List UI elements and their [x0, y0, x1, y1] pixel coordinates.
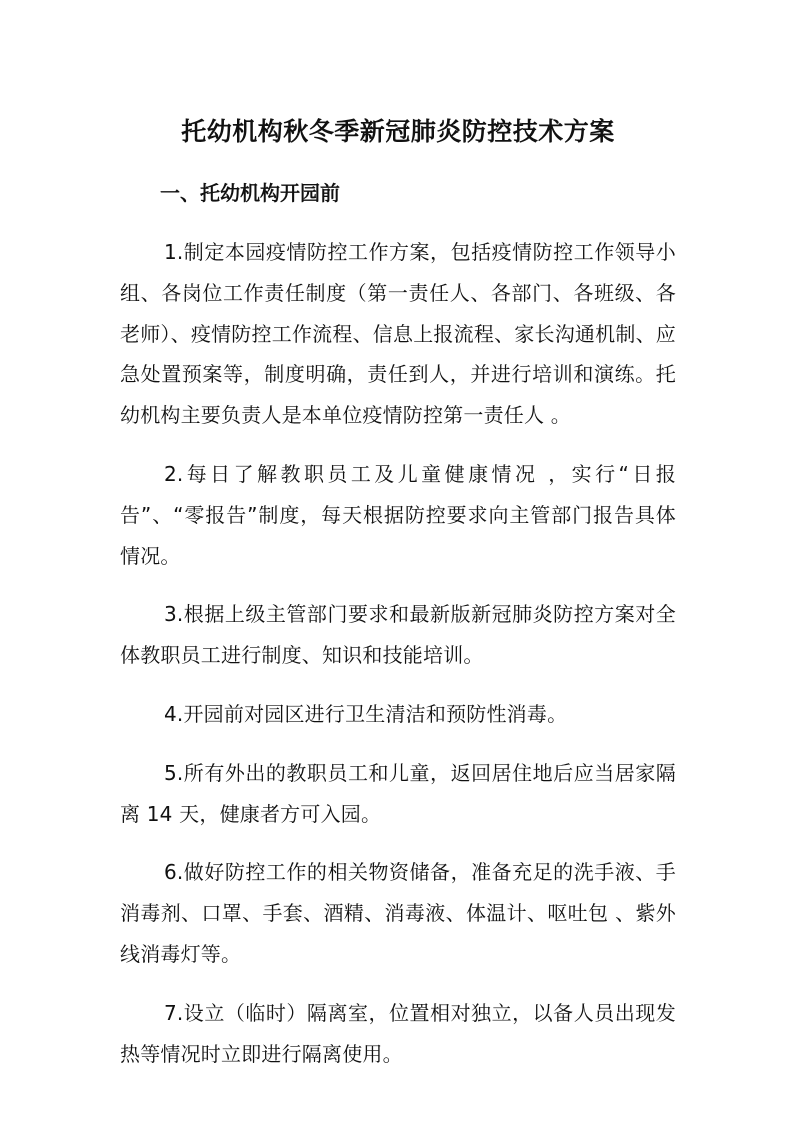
paragraph-5: 5.所有外出的教职员工和儿童，返回居住地后应当居家隔离 14 天，健康者方可入园。 [120, 760, 676, 826]
section-heading: 一、托幼机构开园前 [160, 181, 340, 205]
document-page [120, 112, 676, 1074]
paragraph-1: 1.制定本园疫情防控工作方案，包括疫情防控工作领导小组、各岗位工作责任制度（第一责任人、各部门、各班级、各老师）、疫情防控工作流程、信息上报流程、家长沟通机制、应急处置预案等，制度明确，责任到人，并进行培训和演练。托幼机构主要负责人是本单位疫情防控第一责任人 。 [120, 240, 676, 428]
paragraph-2: 2.每日了解教职员工及儿童健康情况 ，实行“日报告”、“零报告”制度，每天根据防控要求向主管部门报告具体情况。 [120, 461, 676, 568]
paragraph-3: 3.根据上级主管部门要求和最新版新冠肺炎防控方案对全体教职员工进行制度、知识和技能培训。 [120, 602, 676, 668]
paragraph-4: 4.开园前对园区进行卫生清洁和预防性消毒。 [164, 701, 568, 726]
paragraph-6: 6.做好防控工作的相关物资储备，准备充足的洗手液、手消毒剂、口罩、手套、酒精、消毒液、体温计、呕吐包 、紫外线消毒灯等。 [120, 860, 676, 966]
document-title: 托幼机构秋冬季新冠肺炎防控技术方案 [181, 117, 615, 146]
paragraph-7: 7.设立（临时）隔离室，位置相对独立，以备人员出现发热等情况时立即进行隔离使用。 [120, 1000, 676, 1066]
